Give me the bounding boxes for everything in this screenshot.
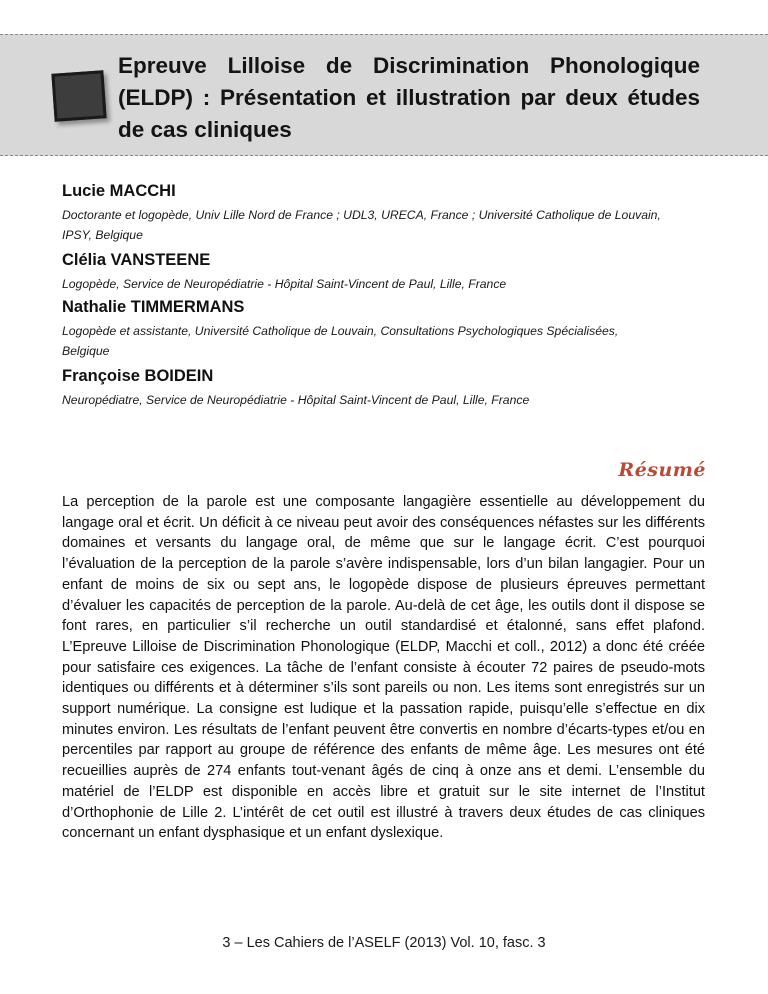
article-title: Epreuve Lilloise de Discrimination Phonologique (ELDP) : Présentation et illustration par deux études de cas cliniques	[118, 53, 700, 142]
author-name: Nathalie TIMMERMANS	[62, 298, 245, 316]
author-affiliation: Logopède et assistante, Université Catholique de Louvain, Consultations Psychologiques Spécialisées, Belgique	[62, 324, 619, 358]
author-name: Lucie MACCHI	[62, 182, 176, 200]
author-affiliation: Doctorante et logopède, Univ Lille Nord de France ; UDL3, URECA, France ; Université Catholique de Louvain, IPSY, Belgique	[62, 208, 661, 242]
abstract-heading: Résumé	[618, 459, 706, 481]
page-footer: 3 – Les Cahiers de l’ASELF (2013) Vol. 10, fasc. 3	[222, 935, 546, 951]
author-name: Clélia VANSTEENE	[62, 251, 211, 269]
journal-logo-square	[51, 70, 106, 122]
author-name: Françoise BOIDEIN	[62, 367, 214, 385]
author-affiliation: Neuropédiatre, Service de Neuropédiatrie - Hôpital Saint-Vincent de Paul, Lille, France	[62, 393, 530, 407]
author-affiliation: Logopède, Service de Neuropédiatrie - Hôpital Saint-Vincent de Paul, Lille, France	[62, 277, 507, 291]
abstract-text: La perception de la parole est une composante langagière essentielle au développement du langage oral et écrit. Un déficit à ce niveau peut avoir des conséquences néfastes sur les différents domaines et versants du langage oral, de même que sur le langage écrit. C’est pourquoi l’évaluation de la perception de la parole s’avère indispensable, lors d’un bilan langagier. Pour un enfant de moins de six ou sept ans, le logopède dispose de plusieurs épreuves permettant d’évaluer les capacités de perception de la parole. Au-delà de cet âge, les outils dont il dispose se font rares, en particulier s’il recherche un outil standardisé et étalonné, sans effet plafond. L’Epreuve Lilloise de Discrimination Phonologique (ELDP, Macchi et coll., 2012) a donc été créée pour satisfaire ces exigences. La tâche de l’enfant consiste à écouter 72 paires de pseudo-mots identiques ou différents et à déterminer s’ils sont pareils ou non. Les items sont enregistrés sur un support numérique. La consigne est ludique et la passation rapide, puisqu’elle s’effectue en dix minutes environ. Les résultats de l’enfant peuvent être convertis en nombre d’écarts-types et/ou en percentiles par rapport au groupe de référence des enfants de même âge. Les mesures ont été recueillies auprès de 274 enfants tout-venant âgés de cinq à onze ans et demi. L’ensemble du matériel de l’ELDP est disponible en accès libre et gratuit sur le site internet de l’Institut d’Orthophonie de Lille 2. L’intérêt de cet outil est illustré à travers deux études de cas cliniques concernant un enfant dysphasique et un enfant dyslexique.	[62, 494, 705, 842]
